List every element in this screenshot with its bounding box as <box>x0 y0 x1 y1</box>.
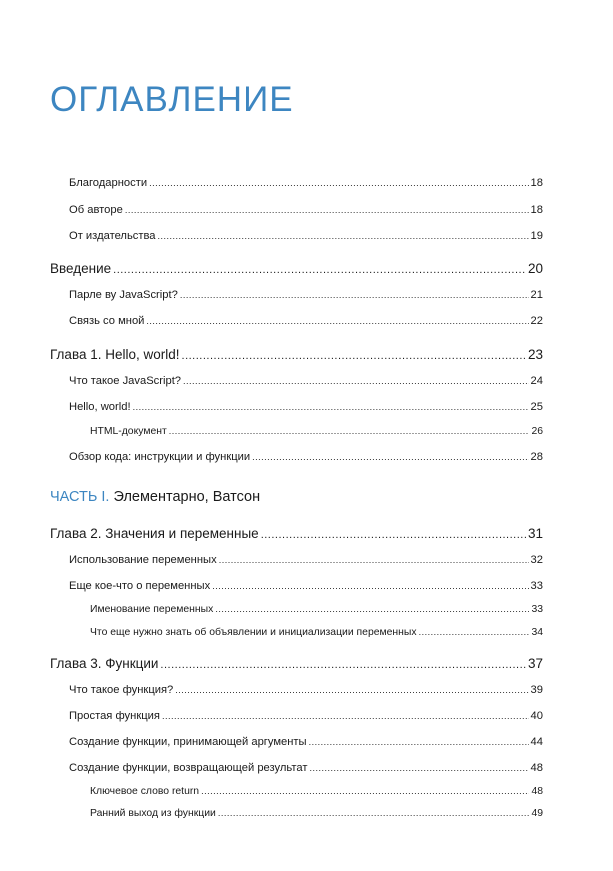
toc-entry[interactable] <box>69 315 543 327</box>
toc-entry[interactable] <box>69 451 543 463</box>
toc-chapter-label: Глава 1. Hello, world! <box>50 347 180 362</box>
toc-subentry[interactable] <box>90 786 543 797</box>
page-title: ОГЛАВЛЕНИЕ <box>50 80 294 119</box>
toc-entry[interactable] <box>69 684 543 696</box>
dot-leader <box>180 289 529 301</box>
dot-leader <box>212 580 528 592</box>
toc-entry[interactable] <box>69 736 543 748</box>
toc-subentry-label: Именование переменных <box>90 604 214 615</box>
toc-chapter[interactable] <box>50 656 543 671</box>
toc-entry-page: 39 <box>530 684 543 696</box>
toc-entry[interactable] <box>69 580 543 592</box>
toc-entry-label: Обзор кода: инструкции и функции <box>69 451 251 463</box>
dot-leader <box>133 401 529 413</box>
toc-chapter[interactable] <box>50 347 543 362</box>
toc-subentry-page: 48 <box>531 786 543 797</box>
toc-entry-page: 21 <box>530 289 543 301</box>
toc-entry-label: Об авторе <box>69 204 123 216</box>
toc-entry-page: 25 <box>530 401 543 413</box>
toc-entry-page: 18 <box>530 177 543 189</box>
dot-leader <box>252 451 528 463</box>
toc-subentry-page: 49 <box>531 808 543 819</box>
toc-entry-label: Парле ву JavaScript? <box>69 289 178 301</box>
dot-leader <box>309 762 528 774</box>
dot-leader <box>149 177 528 189</box>
toc-entry-page: 24 <box>530 375 543 387</box>
toc-subentry-page: 26 <box>531 426 543 437</box>
toc-chapter-page: 23 <box>527 347 543 362</box>
toc-entry-page: 18 <box>530 204 543 216</box>
part-heading <box>50 489 260 505</box>
dot-leader <box>169 426 530 437</box>
dot-leader <box>113 261 526 276</box>
toc-entry-page: 48 <box>530 762 543 774</box>
toc-entry-label: Благодарности <box>69 177 148 189</box>
toc-entry-label: От издательства <box>69 230 156 242</box>
toc-entry[interactable] <box>69 375 543 387</box>
toc-subentry[interactable] <box>90 604 543 615</box>
dot-leader <box>160 656 526 671</box>
toc-subentry[interactable] <box>90 808 543 819</box>
toc-subentry-label: Ключевое слово return <box>90 786 200 797</box>
toc-chapter[interactable] <box>50 526 543 541</box>
dot-leader <box>419 627 530 638</box>
toc-entry-label: Создание функции, возвращающей результат <box>69 762 308 774</box>
toc-entry-label: Простая функция <box>69 710 160 722</box>
toc-chapter-label: Введение <box>50 261 112 276</box>
toc-entry-label: Hello, world! <box>69 401 131 413</box>
dot-leader <box>183 375 529 387</box>
toc-entry-page: 32 <box>530 554 543 566</box>
toc-entry[interactable] <box>69 762 543 774</box>
dot-leader <box>162 710 529 722</box>
toc-entry[interactable] <box>69 554 543 566</box>
toc-entry-label: Создание функции, принимающей аргументы <box>69 736 307 748</box>
toc-subentry-label: Ранний выход из функции <box>90 808 216 819</box>
toc-entry-page: 40 <box>530 710 543 722</box>
dot-leader <box>215 604 529 615</box>
toc-entry-label: Что такое JavaScript? <box>69 375 182 387</box>
toc-subentry-page: 34 <box>531 627 543 638</box>
toc-subentry-page: 33 <box>531 604 543 615</box>
dot-leader <box>219 554 529 566</box>
toc-entry-page: 44 <box>530 736 543 748</box>
part-name: Элементарно, Ватсон <box>113 489 261 505</box>
dot-leader <box>218 808 530 819</box>
toc-entry[interactable] <box>69 401 543 413</box>
toc-chapter-page: 31 <box>527 526 543 541</box>
toc-chapter[interactable] <box>50 261 543 276</box>
toc-subentry-label: Что еще нужно знать об объявлении и инициализации переменных <box>90 627 417 638</box>
toc-subentry[interactable] <box>90 426 543 437</box>
toc-entry[interactable] <box>69 289 543 301</box>
dot-leader <box>261 526 526 541</box>
toc-entry-label: Связь со мной <box>69 315 145 327</box>
toc-entry-label: Использование переменных <box>69 554 217 566</box>
toc-entry-page: 28 <box>530 451 543 463</box>
dot-leader <box>146 315 528 327</box>
dot-leader <box>201 786 529 797</box>
toc-chapter-page: 20 <box>527 261 543 276</box>
toc-chapter-label: Глава 2. Значения и переменные <box>50 526 259 541</box>
dot-leader <box>175 684 528 696</box>
toc-entry-label: Что такое функция? <box>69 684 174 696</box>
dot-leader <box>182 347 526 362</box>
dot-leader <box>309 736 529 748</box>
toc-subentry[interactable] <box>90 627 543 638</box>
dot-leader <box>158 230 529 242</box>
part-label: ЧАСТЬ I. <box>50 489 110 505</box>
toc-entry[interactable] <box>69 204 543 216</box>
toc-entry[interactable] <box>69 710 543 722</box>
toc-entry[interactable] <box>69 230 543 242</box>
toc-entry-page: 22 <box>530 315 543 327</box>
toc-chapter-page: 37 <box>527 656 543 671</box>
dot-leader <box>125 204 529 216</box>
toc-entry-label: Еще кое-что о переменных <box>69 580 211 592</box>
toc-entry-page: 19 <box>530 230 543 242</box>
toc-entry-page: 33 <box>530 580 543 592</box>
toc-subentry-label: HTML-документ <box>90 426 167 437</box>
toc-entry[interactable] <box>69 177 543 189</box>
toc-chapter-label: Глава 3. Функции <box>50 656 159 671</box>
